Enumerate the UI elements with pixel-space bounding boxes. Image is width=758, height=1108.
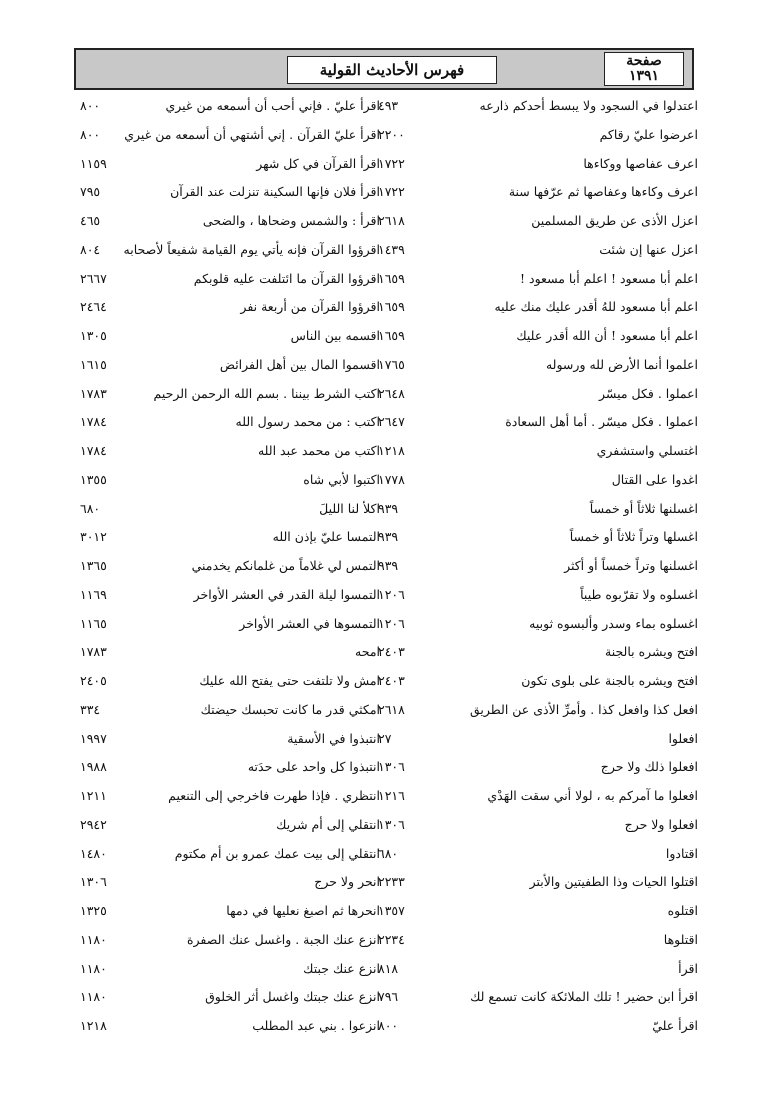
right-entry-number: ٢٤٠٣ [378,673,405,688]
right-entry-text: اغسلوه بماء وسدر وألبسوه ثوبيه [529,615,698,631]
left-entry-text: اقرؤوا القرآن من أربعة نفر [240,299,380,315]
left-entry-number: ١٢١٨ [80,1018,107,1033]
left-entry-text: اقرأ : والشمس وضحاها ، والضحى [202,213,380,228]
index-row [78,552,698,581]
index-row [78,696,698,725]
index-row [78,1012,698,1041]
left-entry-number: ١٢١١ [80,788,107,803]
right-entry-number: ٢٤٠٣ [378,644,405,660]
right-entry-number: ٦٨٠ [378,845,399,861]
left-entry-text: اكتبوا لأبي شاه [303,471,380,487]
right-entry-text: اعلم أبا مسعود ! اعلم أبا مسعود ! [520,270,698,286]
index-row [78,610,698,639]
left-entry-text: انحر ولا حرج [314,874,380,890]
index-row [78,178,698,207]
right-entry-text: اعرف عفاصها ووكاءها [583,155,698,171]
left-entry-number: ٤٦٥ [80,213,101,228]
right-entry-text: اقتلوها [663,931,698,947]
page-number-box [604,52,684,86]
left-entry-text: انزع عنك جبتك [303,960,380,976]
index-row [78,955,698,984]
left-entry-text: اقرأ القرآن في كل شهر [256,155,380,171]
left-entry-number: ٣٠١٢ [80,529,107,545]
right-entry-text: اغسلها وتراً ثلاثاً أو خمساً [569,529,698,545]
right-entry-number: ١٣٠٦ [378,816,405,832]
right-entry-text: اعتدلوا في السجود ولا يبسط أحدكم ذارعه [479,98,698,113]
right-entry-text: افعلوا ما آمركم به ، لولا أني سقت الهَدْي [487,788,698,803]
left-entry-text: اكتب من محمد عبد الله [257,443,380,458]
index-row [78,868,698,897]
hadith-index-list [78,92,698,1041]
left-entry-number: ١٩٩٧ [80,730,107,746]
left-entry-number: ١٣٠٦ [80,874,107,890]
left-entry-text: اقرأ عليّ القرآن . إني أشتهي أن أسمعه من غيري [124,126,380,142]
index-title: فهرس الأحاديث القولية [287,56,497,84]
left-entry-text: التمسا عليّ بإذن الله [272,529,380,545]
left-entry-number: ٧٩٥ [80,184,101,200]
left-entry-text: التمس لي غلاماً من غلمانكم يخدمني [191,558,380,573]
right-entry-number: ٢٢٣٤ [378,931,405,947]
index-row [78,207,698,236]
index-row [78,236,698,265]
right-entry-number: ٤٩٣ [378,98,399,113]
right-entry-text: اعلموا أنما الأرض لله ورسوله [545,356,698,372]
right-entry-number: ٩٣٩ [378,529,399,545]
left-entry-number: ١٧٨٤ [80,414,107,430]
left-entry-text: امحه [355,644,380,660]
index-row [78,667,698,696]
right-entry-number: ١٢٠٦ [378,586,405,602]
right-entry-number: ١٧٦٥ [378,356,405,372]
right-entry-text: اعزل الأذى عن طريق المسلمين [531,213,698,228]
page-number: ١٣٩١ [628,68,660,84]
right-entry-number: ١٦٥٩ [378,328,405,343]
index-row [78,408,698,437]
right-entry-number: ٧٩٦ [378,989,399,1005]
right-entry-text: اغدوا على القتال [611,471,698,487]
left-entry-text: انزع عنك الجبة . واغسل عنك الصفرة [186,931,380,947]
left-entry-number: ١٧٨٣ [80,644,107,660]
left-entry-number: ٢٦٦٧ [80,270,107,286]
left-entry-text: اقرؤوا القرآن فإنه يأتي يوم القيامة شفيعاً لأصحابه [123,241,380,257]
index-row [78,897,698,926]
left-entry-text: انتقلي إلى أم شريك [276,816,380,832]
left-entry-number: ١١٨٠ [80,960,107,976]
right-entry-text: افتح ويشره بالجنة [605,644,698,660]
right-entry-text: اقتادوا [665,845,698,861]
index-row [78,782,698,811]
left-entry-number: ١١٨٠ [80,931,107,947]
left-entry-text: اقرؤوا القرآن ما ائتلفت عليه قلوبكم [193,270,380,286]
right-entry-number: ١٢٠٦ [378,615,405,631]
right-entry-text: اعرف وكاءها وعفاصها ثم عرّفها سنة [508,184,698,200]
right-entry-number: ١٧٧٨ [378,471,405,487]
index-row [78,293,698,322]
left-entry-number: ٢٩٤٢ [80,816,107,832]
index-row [78,92,698,121]
left-entry-text: انزع عنك جبتك واغسل أثر الخلوق [205,989,380,1005]
left-entry-text: اكلأ لنا الليلَ [319,500,380,516]
index-row [78,840,698,869]
page-label: صفحة [626,53,662,69]
left-entry-text: اكتب : من محمد رسول الله [235,414,380,430]
left-entry-text: انتظري . فإذا طهرت فاخرجي إلى التنعيم [168,788,380,803]
index-header [74,48,694,90]
right-entry-number: ١٧٢٢ [378,155,405,171]
left-entry-number: ١١٨٠ [80,989,107,1005]
index-row [78,265,698,294]
left-entry-number: ١١٥٩ [80,155,107,171]
left-entry-number: ٨٠٠ [80,126,101,142]
left-entry-number: ١٩٨٨ [80,759,107,775]
right-entry-text: اغسلوه ولا تقرّبوه طيباً [580,586,698,602]
index-row [78,581,698,610]
right-entry-text: افعلوا ولا حرج [624,816,698,832]
right-entry-text: اغسلنها ثلاثاً أو خمساً [589,500,698,516]
left-entry-text: التمسوا ليلة القدر في العشر الأواخر [193,586,380,602]
right-entry-text: اقتلوه [667,903,698,918]
left-entry-number: ١٦١٥ [80,356,107,372]
index-row [78,523,698,552]
index-row [78,725,698,754]
index-row [78,380,698,409]
left-entry-text: امش ولا تلتفت حتى يفتح الله عليك [199,673,380,688]
right-entry-text: اعزل عنها إن شئت [599,241,698,257]
right-entry-number: ٩٣٩ [378,500,399,516]
left-entry-number: ١٧٨٣ [80,385,107,401]
right-entry-number: ١٤٣٩ [378,241,405,257]
right-entry-text: اقرأ ابن حضير ! تلك الملائكة كانت تسمع لك [470,989,698,1005]
index-row [78,753,698,782]
left-entry-text: انحرها ثم اصبغ نعليها في دمها [226,903,380,918]
right-entry-number: ٨١٨ [378,960,399,976]
left-entry-number: ٢٤٠٥ [80,673,107,688]
left-entry-number: ١١٦٩ [80,586,107,602]
index-row [78,150,698,179]
right-entry-number: ١٢١٨ [378,443,405,458]
left-entry-text: انتبذوا كل واحد على حدَته [247,759,380,775]
left-entry-number: ١٣٠٥ [80,328,107,343]
right-entry-number: ٢٦١٨ [378,213,405,228]
right-entry-number: ١٣٠٦ [378,759,405,775]
left-entry-number: ١٣٦٥ [80,558,107,573]
left-entry-text: اقسموا المال بين أهل الفرائض [219,356,380,372]
right-entry-text: اقتلوا الحيات وذا الطفيتين والأبتر [529,874,698,890]
left-entry-number: ١٧٨٤ [80,443,107,458]
right-entry-text: اعلم أبا مسعود للهُ أقدر عليك منك عليه [494,299,698,315]
right-entry-text: افتح ويشره بالجنة على بلوى تكون [521,673,698,688]
right-entry-text: اعرضوا عليّ رقاكم [599,126,698,142]
left-entry-text: انزعوا . بني عبد المطلب [252,1018,380,1033]
right-entry-text: اغسلنها وتراً خمساً أو أكثر [564,558,698,573]
right-entry-number: ٩٣٩ [378,558,399,573]
index-row [78,121,698,150]
left-entry-text: امكثي قدر ما كانت تحبسك حيضتك [200,701,380,717]
right-entry-number: ١٦٥٩ [378,299,405,315]
left-entry-text: اقرأ عليّ . فإني أحب أن أسمعه من غيري [165,98,380,113]
left-entry-number: ١٣٥٥ [80,471,107,487]
left-entry-number: ٨٠٤ [80,241,101,257]
left-entry-text: انتبذوا في الأسقية [287,730,380,746]
left-entry-number: ١٣٢٥ [80,903,107,918]
index-row [78,322,698,351]
left-entry-number: ١٤٨٠ [80,845,107,861]
index-row [78,983,698,1012]
left-entry-text: اكتب الشرط بيننا . بسم الله الرحمن الرحيم [153,385,380,401]
left-entry-number: ١١٦٥ [80,615,107,631]
left-entry-text: التمسوها في العشر الأواخر [239,615,380,631]
index-row [78,437,698,466]
left-entry-number: ٢٤٦٤ [80,299,107,315]
right-entry-number: ١٧٢٢ [378,184,405,200]
right-entry-number: ٨٠٠ [378,1018,399,1033]
left-entry-number: ٨٠٠ [80,98,101,113]
right-entry-number: ٢٦٤٧ [378,414,405,430]
right-entry-number: ٢٧ [378,730,392,746]
index-row [78,926,698,955]
right-entry-text: اعملوا . فكل ميسّر [599,385,698,401]
index-row [78,466,698,495]
right-entry-number: ١٣٥٧ [378,903,405,918]
right-entry-number: ١٦٥٩ [378,270,405,286]
index-row [78,495,698,524]
left-entry-number: ٣٣٤ [80,701,101,717]
right-entry-text: افعلوا ذلك ولا حرج [600,759,698,775]
index-row [78,811,698,840]
right-entry-text: اعملوا . فكل ميسّر . أما أهل السعادة [505,414,698,430]
right-entry-text: اعلم أبا مسعود ! أن الله أقدر عليك [516,328,698,343]
left-entry-text: اقرأ فلان فإنها السكينة تنزلت عند القرآن [170,184,380,200]
index-row [78,351,698,380]
index-row [78,638,698,667]
left-entry-number: ٦٨٠ [80,500,101,516]
left-entry-text: انتقلي إلى بيت عمك عمرو بن أم مكتوم [174,845,380,861]
left-entry-text: اقسمه بين الناس [290,328,380,343]
right-entry-text: اقرأ [678,960,698,976]
right-entry-number: ٢٦٤٨ [378,385,405,401]
right-entry-text: افعل كذا وافعل كذا . وأمرِّ الأذى عن الطريق [469,701,698,717]
right-entry-number: ٢٢٠٠ [378,126,405,142]
right-entry-text: اقرأ عليّ [652,1018,698,1033]
right-entry-text: افعلوا [668,730,698,746]
right-entry-number: ٢٦١٨ [378,701,405,717]
right-entry-number: ٢٢٣٣ [378,874,405,890]
right-entry-text: اغتسلي واستشفري [596,443,698,458]
right-entry-number: ١٢١٦ [378,788,405,803]
